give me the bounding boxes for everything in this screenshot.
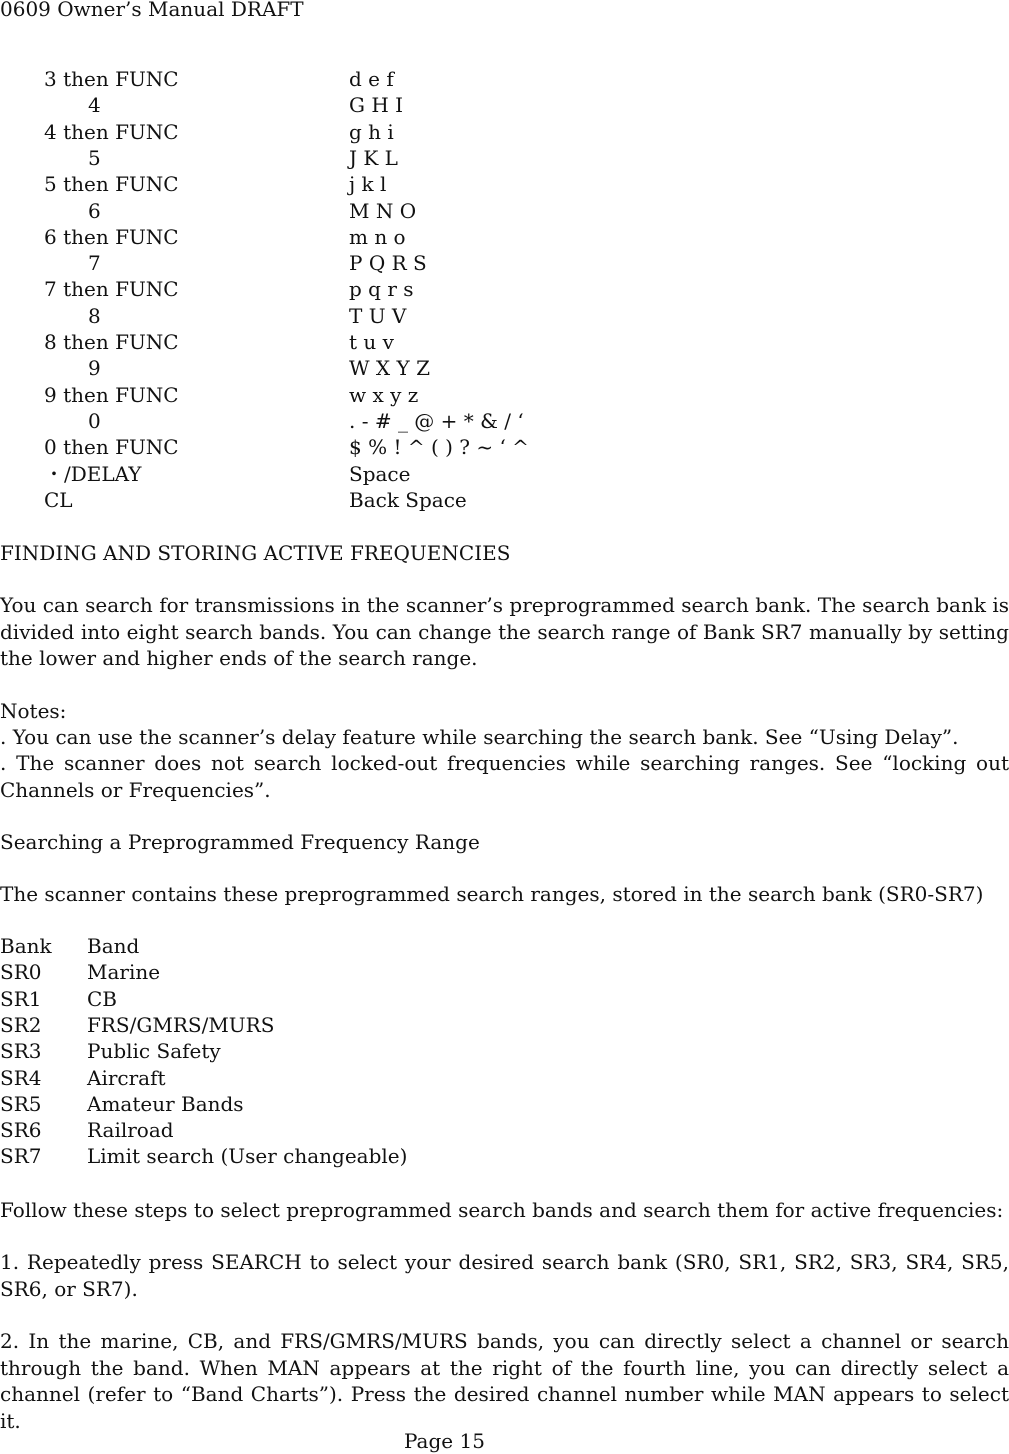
char-table-characters: t u v [349, 330, 394, 354]
bank-table-row [0, 1143, 500, 1169]
char-table-key: 5 [88, 145, 101, 170]
char-table-key: 5 then FUNC [44, 172, 179, 197]
char-table-row [0, 408, 700, 434]
bank-cell: SR6 [0, 1118, 42, 1143]
steps-intro: Follow these steps to select preprogrammed search bands and search them for active frequencies: [0, 1198, 1004, 1222]
char-table-characters: p q r s [349, 277, 414, 302]
char-table-characters: G H I [349, 93, 404, 118]
band-cell: Public Safety [87, 1039, 221, 1064]
char-table-key: ・/DELAY [44, 461, 142, 486]
char-table-characters: W X Y Z [349, 356, 430, 381]
bank-cell: SR0 [0, 960, 42, 985]
char-table-row [0, 329, 700, 355]
bank-cell: SR1 [0, 986, 42, 1011]
bank-cell: SR4 [0, 1065, 42, 1090]
bank-cell: SR3 [0, 1039, 42, 1064]
band-cell: Limit search (User changeable) [87, 1144, 408, 1169]
bank-cell: SR5 [0, 1091, 42, 1116]
step-2: 2. In the marine, CB, and FRS/GMRS/MURS bands, you can directly select a channel or search through the band. When MAN appears at the right of the fourth line, you can directly select a channel (refer to “Band Charts”). Press the desired channel number while MAN appears to select it. [0, 1329, 1009, 1433]
char-table-row [0, 487, 700, 513]
band-cell: Railroad [87, 1118, 174, 1143]
char-table-characters: P Q R S [349, 251, 427, 276]
char-table-characters: . - # _ @ + * & / ‘ [349, 408, 524, 433]
bank-table-row [0, 1117, 500, 1143]
bank-cell: SR7 [0, 1144, 42, 1169]
char-table-row [0, 92, 700, 118]
band-cell: Aircraft [87, 1065, 166, 1090]
char-table-characters: T U V [349, 303, 407, 328]
intro-paragraph: You can search for transmissions in the scanner’s preprogrammed search bank. The search bank is divided into eight search bands. You can change the search range of Bank SR7 manually by setting the lower and higher ends of the search range. [0, 593, 1009, 670]
step-1: 1. Repeatedly press SEARCH to select your desired search bank (SR0, SR1, SR2, SR3, SR4, SR5, SR6, or SR7). [0, 1250, 1009, 1301]
band-cell: Amateur Bands [87, 1091, 244, 1116]
char-table-key: 6 then FUNC [44, 224, 179, 249]
char-table-row [0, 171, 700, 197]
bank-table-row [0, 959, 500, 985]
char-table-key: 6 [88, 198, 101, 223]
page-number: Page 15 [404, 1429, 485, 1453]
char-table-row [0, 224, 700, 250]
char-table-row [0, 250, 700, 276]
bank-table-row [0, 1038, 500, 1064]
char-table-row [0, 461, 700, 487]
char-table-row [0, 434, 700, 460]
char-table-row [0, 303, 700, 329]
char-table-key: 0 then FUNC [44, 435, 179, 460]
char-table-row [0, 66, 700, 92]
char-table-row [0, 276, 700, 302]
char-table-row [0, 382, 700, 408]
char-table-row [0, 198, 700, 224]
bank-table-row [0, 1091, 500, 1117]
char-table-characters: j k l [349, 172, 387, 197]
char-table-key: 8 [88, 303, 101, 328]
char-table-row [0, 355, 700, 381]
band-cell: Marine [87, 960, 161, 985]
band-cell: CB [87, 986, 117, 1011]
ranges-intro: The scanner contains these preprogrammed search ranges, stored in the search bank (SR0-SR7) [0, 882, 984, 906]
char-table-characters: d e f [349, 67, 394, 91]
char-table-characters: w x y z [349, 382, 419, 407]
bank-table-header [0, 933, 500, 959]
char-table-key: 4 [88, 93, 101, 118]
char-table-key: 4 then FUNC [44, 119, 179, 144]
char-table-characters: g h i [349, 119, 394, 144]
char-table-key: 7 then FUNC [44, 277, 179, 302]
char-table-key: 7 [88, 251, 101, 276]
bank-cell: Bank [0, 934, 52, 958]
bank-cell: SR2 [0, 1012, 42, 1037]
subsection-title: Searching a Preprogrammed Frequency Range [0, 830, 480, 854]
bank-table-row [0, 1012, 500, 1038]
note-lockout: . The scanner does not search locked-out frequencies while searching ranges. See “locking out Channels or Frequencies”. [0, 751, 1009, 802]
band-cell: Band [87, 934, 140, 958]
bank-table-row [0, 986, 500, 1012]
section-title: FINDING AND STORING ACTIVE FREQUENCIES [0, 541, 511, 565]
char-table-key: 8 then FUNC [44, 330, 179, 354]
char-table-key: 0 [88, 408, 101, 433]
char-table-characters: Back Space [349, 487, 467, 512]
document-header: 0609 Owner’s Manual DRAFT [0, 0, 304, 21]
char-table-characters: m n o [349, 224, 406, 249]
char-table-characters: J K L [349, 145, 398, 170]
bank-table-row [0, 1065, 500, 1091]
char-table-characters: Space [349, 461, 411, 486]
char-table-row [0, 145, 700, 171]
char-table-key: CL [44, 487, 73, 512]
char-table-key: 9 [88, 356, 101, 381]
char-table-key: 3 then FUNC [44, 67, 179, 91]
band-cell: FRS/GMRS/MURS [87, 1012, 275, 1037]
char-table-row [0, 119, 700, 145]
char-table-characters: $ % ! ^ ( ) ? ~ ‘ ^ [349, 435, 529, 460]
note-delay: . You can use the scanner’s delay feature while searching the search bank. See “Using Delay”. [0, 725, 959, 749]
char-table-characters: M N O [349, 198, 417, 223]
char-table-key: 9 then FUNC [44, 382, 179, 407]
notes-label: Notes: [0, 699, 67, 723]
